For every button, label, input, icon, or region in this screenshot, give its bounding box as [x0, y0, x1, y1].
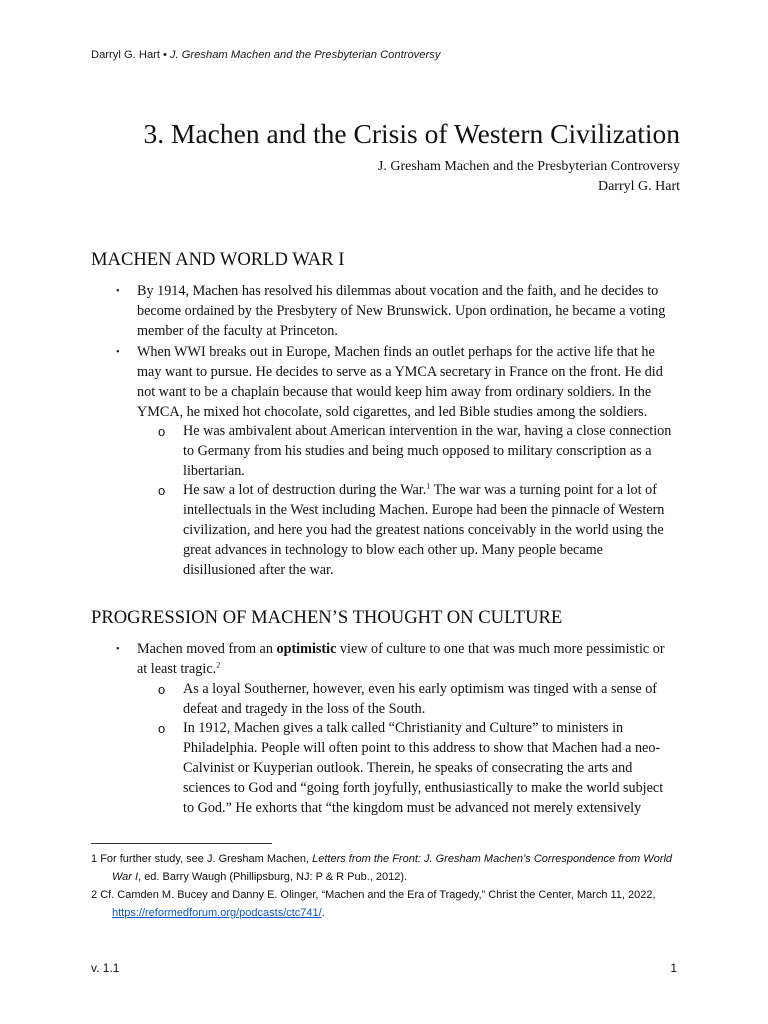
footnote-reference[interactable]: 2 [216, 660, 221, 670]
sub-list-item-text: In 1912, Machen gives a talk called “Christianity and Culture” to ministers in Philadelphia. People will often point to this address to show that Machen had a neo-Calvinist or Kuyperian outlook. Therein, he speaks of consecrating the arts and sciences to God and “going forth joyfully, enthusiastically to make the world subject to God.” He exhorts that “the kingdom must be advanced not merely extensively [183, 720, 664, 816]
version-label: v. 1.1 [91, 961, 120, 975]
chapter-author: Darryl G. Hart [597, 179, 680, 194]
footnote-book-title: Letters from the Front: J. Gresham Machen’s Correspondence from World War I [112, 853, 673, 883]
bullet-icon: • [116, 644, 120, 655]
sub-list-item-text: He was ambivalent about American intervention in the war, having a close connection to Germany from his studies and being much opposed to military conscription as a libertarian. [183, 423, 672, 479]
footnote-text: For further study, see J. Gresham Machen, [100, 853, 313, 865]
bullet-icon: • [116, 286, 120, 297]
header-author: Darryl G. Hart [91, 49, 160, 61]
sub-list-item-text-cont: The war was a turning point for a lot of intellectuals in the West including Machen. Europe had been the pinnacle of Western civilization, and here you had the greatest nations conceivably in the world using the great advances in technology to blow each other up. Many people became disillusioned after the war. [183, 482, 665, 578]
sub-list-item [158, 719, 677, 819]
chapter-subtitle: J. Gresham Machen and the Presbyterian Controversy [377, 159, 680, 174]
list-item [116, 282, 677, 342]
section-heading-ww1: MACHEN AND WORLD WAR I [91, 249, 345, 270]
footnote-text-cont: . [321, 906, 325, 919]
header-book-title: J. Gresham Machen and the Presbyterian Controversy [169, 49, 441, 61]
footnote-number: 1 [91, 853, 98, 865]
list-item-text: Machen moved from an [137, 641, 277, 657]
sub-list-item [158, 680, 677, 720]
section-heading-culture: PROGRESSION OF MACHEN’S THOUGHT ON CULTURE [91, 607, 563, 628]
list-item-text: By 1914, Machen has resolved his dilemmas about vocation and the faith, and he decides to become ordained by the Presbytery of New Brunswick. Upon ordination, he became a voting member of the faculty at Princeton. [137, 283, 666, 339]
footnote-number: 2 [91, 889, 98, 901]
list-item-text-cont: view of culture to one that was much more pessimistic or at least tragic. [137, 641, 665, 677]
footnote-text: Cf. Camden M. Bucey and Danny E. Olinger, “Machen and the Era of Tragedy,” Christ the Center, March 11, 2022, [100, 889, 656, 901]
footnote-2 [91, 887, 691, 922]
list-item [116, 640, 677, 680]
footnote-divider [91, 843, 272, 844]
header-separator: • [163, 49, 167, 61]
list-item [116, 343, 677, 423]
bullet-icon: • [116, 347, 120, 358]
sub-list-item [158, 422, 677, 482]
sub-bullet-icon: o [158, 483, 166, 498]
page-number: 1 [670, 961, 677, 975]
sub-bullet-icon: o [158, 424, 166, 439]
sub-bullet-icon: o [158, 682, 166, 697]
emphasis-optimistic: optimistic [276, 641, 337, 657]
sub-list-item-text: He saw a lot of destruction during the War. [183, 482, 427, 498]
sub-bullet-icon: o [158, 721, 166, 736]
sub-list-item [158, 481, 677, 581]
list-item-text: When WWI breaks out in Europe, Machen finds an outlet perhaps for the active life that he may want to pursue. He decides to serve as a YMCA secretary in France on the front. He did not want to be a chaplain because that would keep him away from ordinary soldiers. In the YMCA, he mixed hot chocolate, sold cigarettes, and led Bible studies among the soldiers. [137, 344, 663, 420]
chapter-title: 3. Machen and the Crisis of Western Civilization [143, 118, 680, 149]
footnote-1 [91, 851, 691, 886]
sub-list-item-text: As a loyal Southerner, however, even his early optimism was tinged with a sense of defeat and tragedy in the loss of the South. [183, 681, 658, 717]
footnote-reference[interactable]: 1 [426, 481, 431, 491]
running-header [91, 49, 440, 61]
footnote-link[interactable]: https://reformedforum.org/podcasts/ctc741/ [112, 906, 322, 919]
footnote-text-cont: , ed. Barry Waugh (Phillipsburg, NJ: P & R Pub., 2012). [138, 870, 408, 883]
